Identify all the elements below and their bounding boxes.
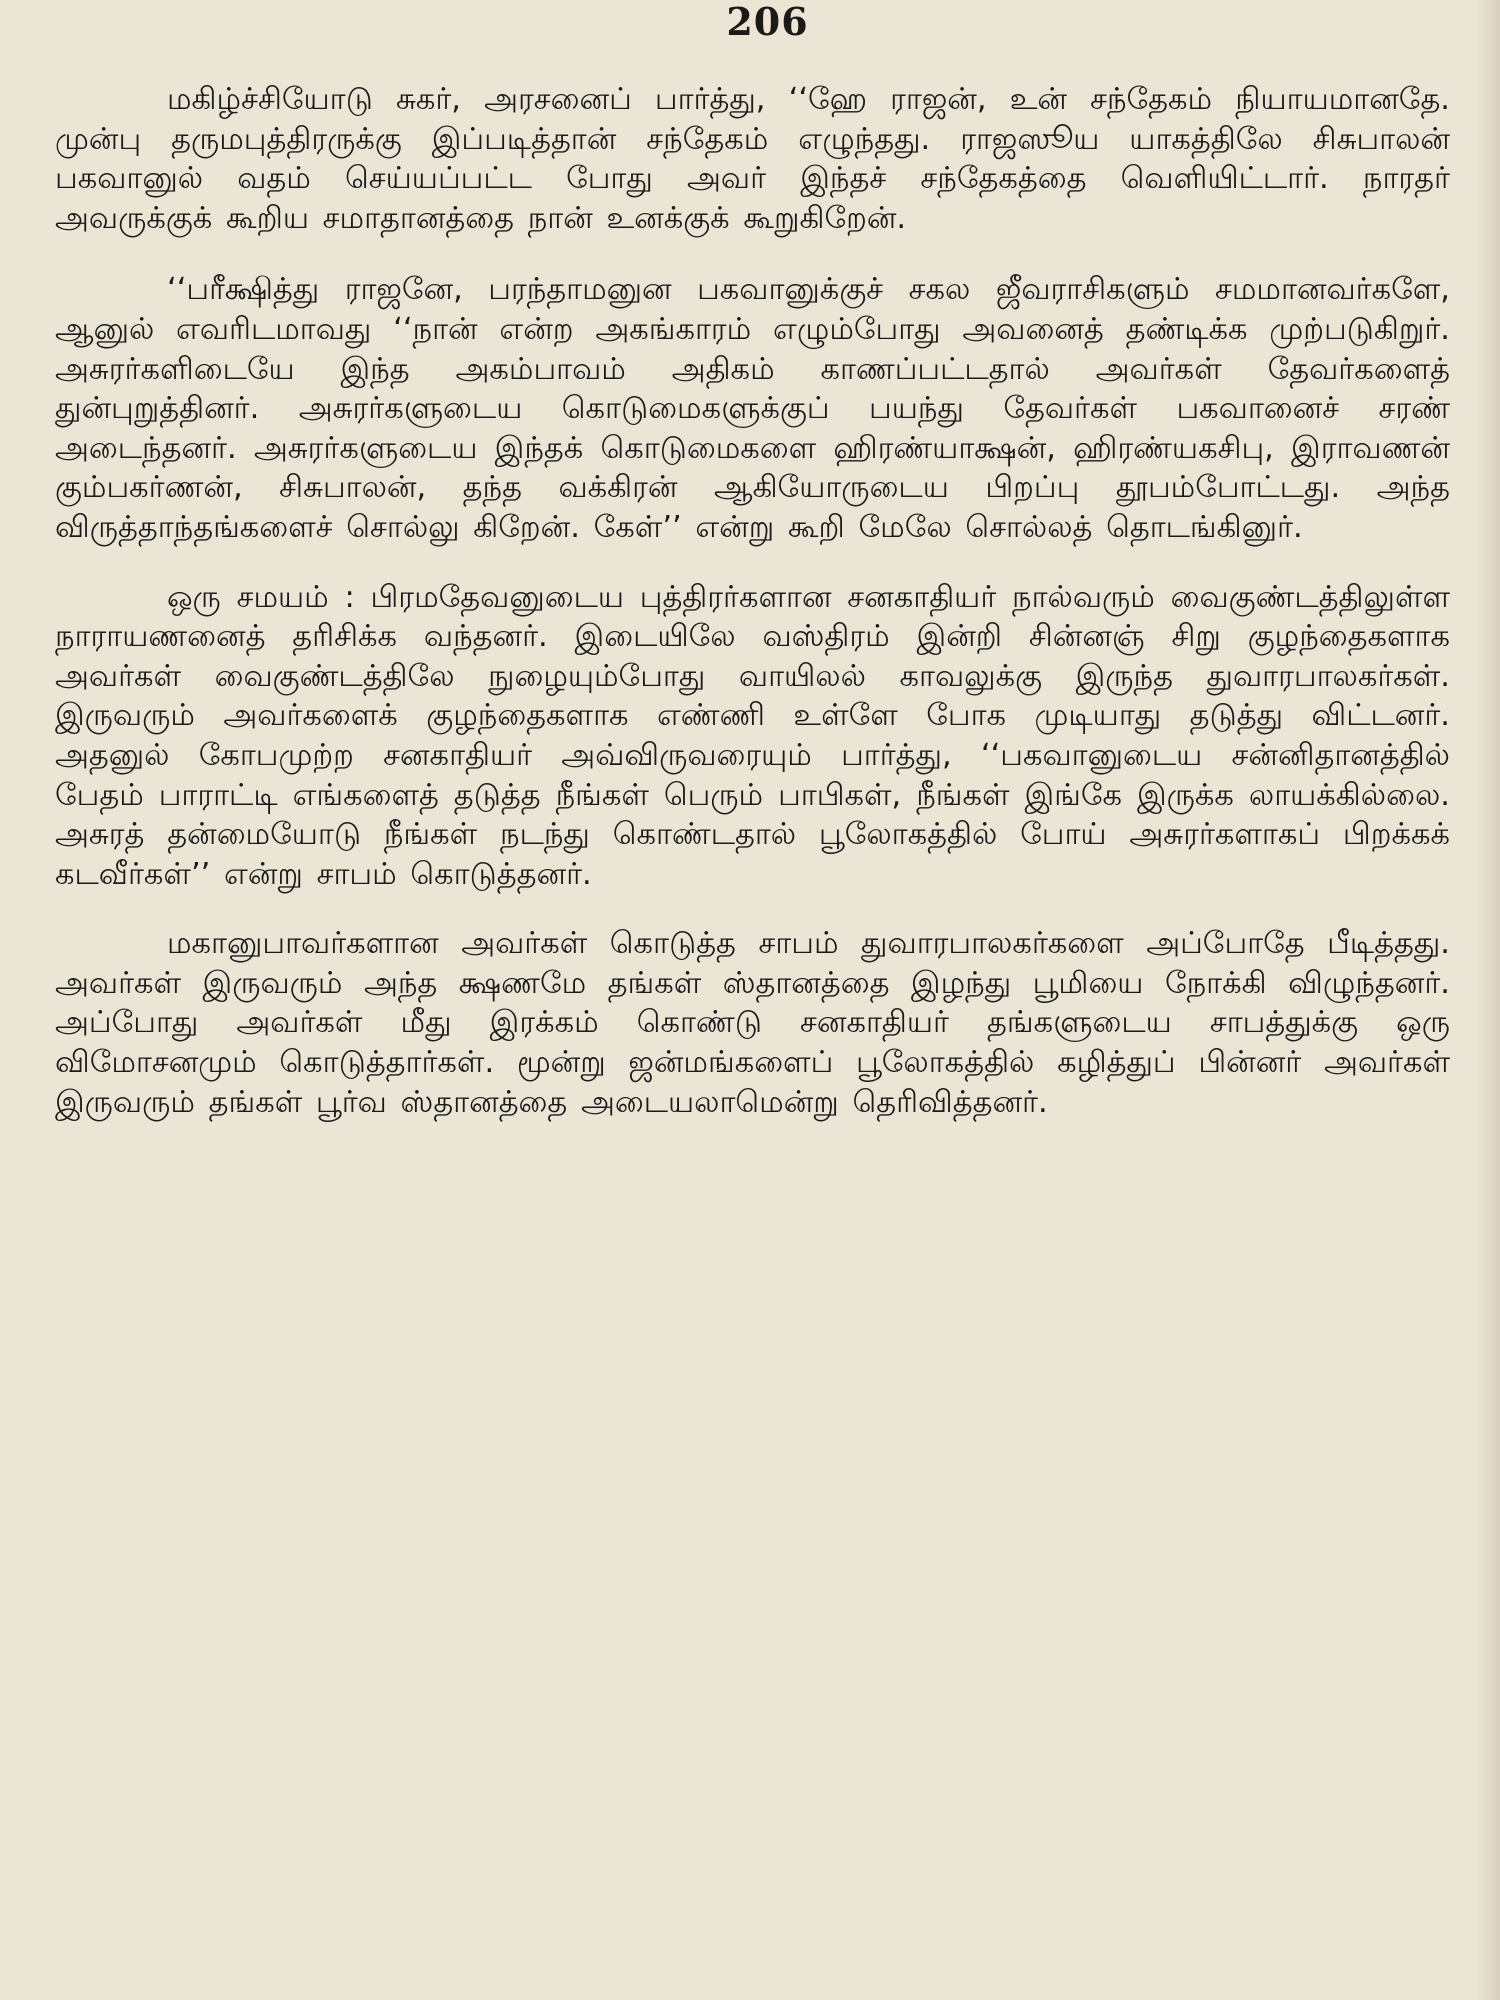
paragraph-4: மகானுபாவர்களான அவர்கள் கொடுத்த சாபம் துவாரபாலகர்களை அப்போதே பீடித்தது. அவர்கள் இருவரும் அந்த க்ஷணமே தங்கள் ஸ்தானத்தை இழந்து பூமியை நோக்கி விழுந்தனர். அப்போது அவர்கள் மீது இரக்கம் கொண்டு சனகாதியர் தங்களுடைய சாபத்துக்கு ஒரு விமோசனமும் கொடுத்தார்கள். மூன்று ஜன்மங்களைப் பூலோகத்தில் கழித்துப் பின்னர் அவர்கள் இருவரும் தங்கள் பூர்வ ஸ்தானத்தை அடையலாமென்று தெரிவித்தனர்.: [55, 926, 1450, 1120]
paragraph-2: ‘‘பரீக்ஷித்து ராஜனே, பரந்தாமனுன பகவானுக்குச் சகல ஜீவராசிகளும் சமமானவர்களே, ஆனுல் எவரிடமாவது ‘‘நான் என்ற அகங்காரம் எழும்போது அவனைத் தண்டிக்க முற்படுகிறுர். அசுரர்களிடையே இந்த அகம்பாவம் அதிகம் காணப்பட்டதால் அவர்கள் தேவர்களைத் துன்புறுத்தினர். அசுரர்களுடைய கொடுமைகளுக்குப் பயந்து தேவர்கள் பகவானைச் சரண் அடைந்தனர். அசுரர்களுடைய இந்தக் கொடுமைகளை ஹிரண்யாக்ஷன், ஹிரண்யகசிபு, இராவணன் கும்பகர்ணன், சிசுபாலன், தந்த வக்கிரன் ஆகியோருடைய பிறப்பு தூபம்போட்டது. அந்த விருத்தாந்தங்களைச் சொல்லு கிறேன். கேள்’’ என்று கூறி மேலே சொல்லத் தொடங்கினுர்.: [55, 272, 1450, 545]
paragraph-3: ஒரு சமயம் : பிரமதேவனுடைய புத்திரர்களான சனகாதியர் நால்வரும் வைகுண்டத்திலுள்ள நாராயணனைத் தரிசிக்க வந்தனர். இடையிலே வஸ்திரம் இன்றி சின்னஞ் சிறு குழந்தைகளாக அவர்கள் வைகுண்டத்திலே நுழையும்போது வாயிலல் காவலுக்கு இருந்த துவாரபாலகர்கள். இருவரும் அவர்களைக் குழந்தைகளாக எண்ணி உள்ளே போக முடியாது தடுத்து விட்டனர். அதனுல் கோபமுற்ற சனகாதியர் அவ்விருவரையும் பார்த்து, ‘‘பகவானுடைய சன்னிதானத்தில் பேதம் பாராட்டி எங்களைத் தடுத்த நீங்கள் பெரும் பாபிகள், நீங்கள் இங்கே இருக்க லாயக்கில்லை. அசுரத் தன்மையோடு நீங்கள் நடந்து கொண்டதால் பூலோகத்தில் போய் அசுரர்களாகப் பிறக்கக் கடவீர்கள்’’ என்று சாபம் கொடுத்தனர்.: [55, 579, 1450, 892]
page-number: 206: [726, 0, 809, 44]
paragraph-1: மகிழ்ச்சியோடு சுகர், அரசனைப் பார்த்து, ‘‘ஹே ராஜன், உன் சந்தேகம் நியாயமானதே. முன்பு தருமபுத்திரருக்கு இப்படித்தான் சந்தேகம் எழுந்தது. ராஜஸூய யாகத்திலே சிசுபாலன் பகவானுல் வதம் செய்யப்பட்ட போது அவர் இந்தச் சந்தேகத்தை வெளியிட்டார். நாரதர் அவருக்குக் கூறிய சமாதானத்தை நான் உனக்குக் கூறுகிறேன்.: [55, 82, 1450, 236]
book-page: [55, 0, 1450, 2000]
page-edge-shadow: [1476, 0, 1500, 2000]
